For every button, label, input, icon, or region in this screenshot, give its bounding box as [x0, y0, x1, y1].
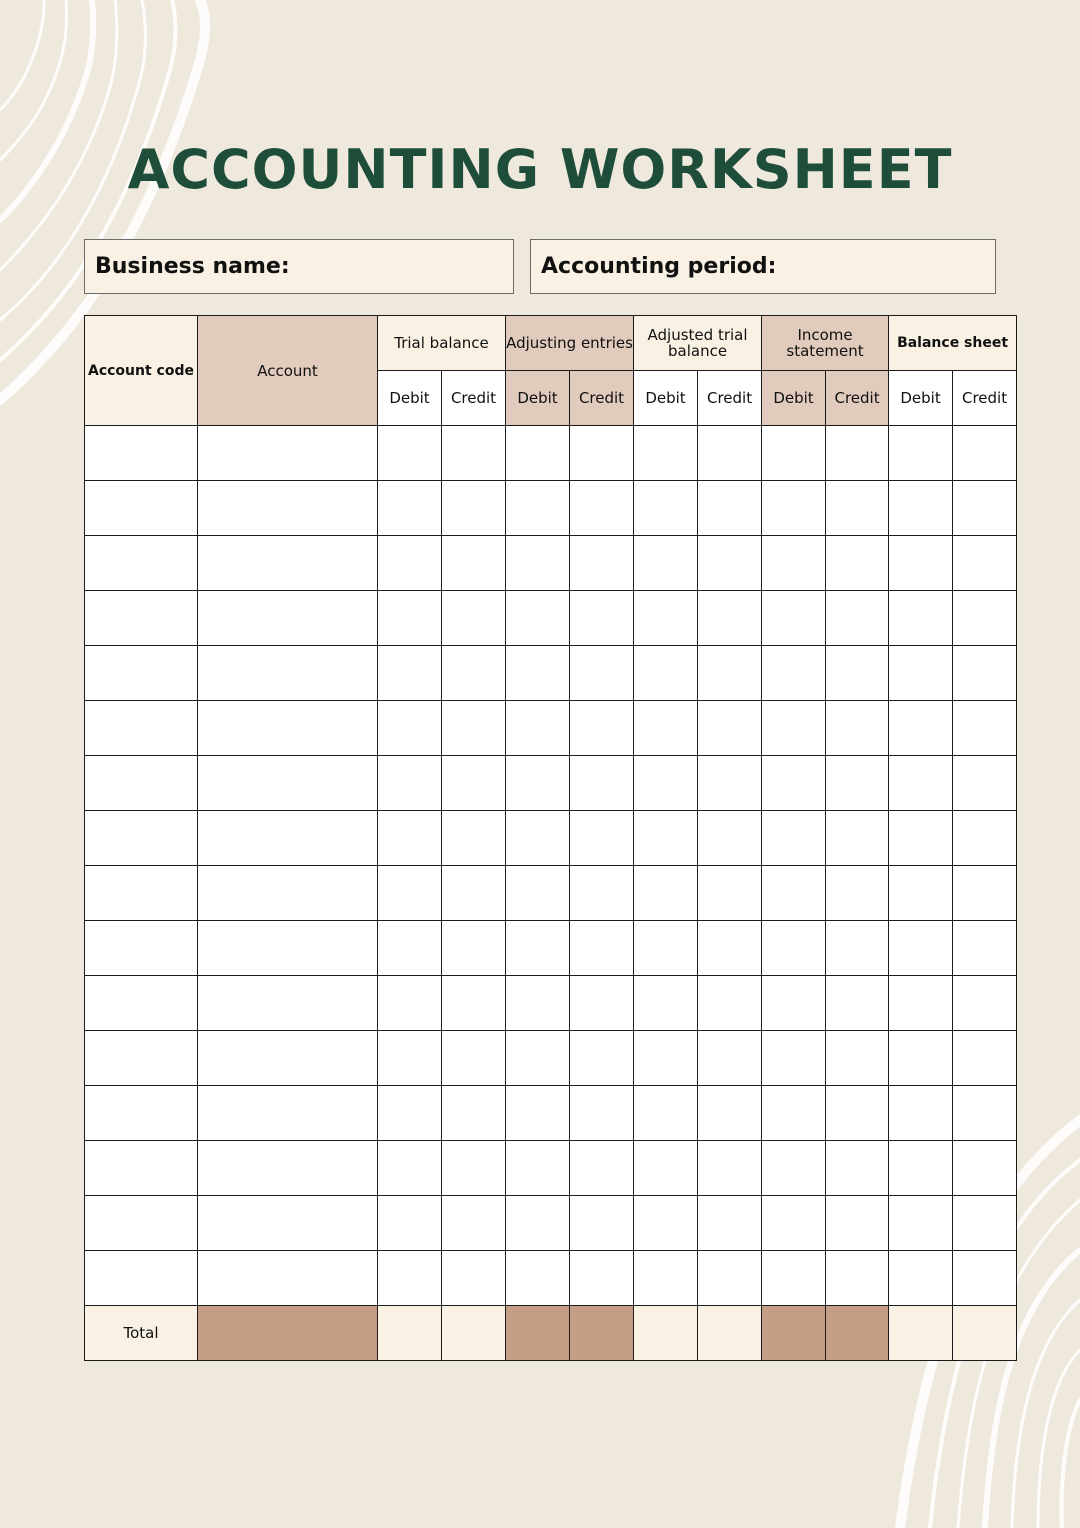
amount-cell[interactable]: [570, 811, 634, 866]
amount-cell[interactable]: [506, 1251, 570, 1306]
amount-cell[interactable]: [826, 1086, 889, 1141]
amount-cell[interactable]: [698, 1141, 762, 1196]
amount-cell[interactable]: [634, 701, 698, 756]
table-row: [85, 1086, 1017, 1141]
header-income-statement: Income statement: [762, 316, 889, 371]
total-cell[interactable]: [826, 1306, 889, 1361]
amount-cell[interactable]: [570, 646, 634, 701]
amount-cell[interactable]: [378, 1031, 442, 1086]
amount-cell[interactable]: [826, 536, 889, 591]
account-cell[interactable]: [198, 756, 378, 811]
account-code-cell[interactable]: [85, 536, 198, 591]
header-balance-sheet-debit: Debit: [889, 371, 953, 426]
amount-cell[interactable]: [506, 481, 570, 536]
amount-cell[interactable]: [698, 1086, 762, 1141]
account-code-cell[interactable]: [85, 811, 198, 866]
total-cell[interactable]: [634, 1306, 698, 1361]
header-account-code: Account code: [85, 316, 198, 426]
amount-cell[interactable]: [570, 591, 634, 646]
header-balance-sheet: Balance sheet: [889, 316, 1017, 371]
amount-cell[interactable]: [953, 866, 1017, 921]
amount-cell[interactable]: [570, 536, 634, 591]
amount-cell[interactable]: [506, 646, 570, 701]
amount-cell[interactable]: [378, 646, 442, 701]
account-code-cell[interactable]: [85, 701, 198, 756]
amount-cell[interactable]: [762, 1196, 826, 1251]
amount-cell[interactable]: [570, 1196, 634, 1251]
amount-cell[interactable]: [826, 1251, 889, 1306]
table-row: [85, 756, 1017, 811]
amount-cell[interactable]: [826, 921, 889, 976]
amount-cell[interactable]: [953, 536, 1017, 591]
amount-cell[interactable]: [634, 811, 698, 866]
total-label: Total: [85, 1306, 198, 1361]
amount-cell[interactable]: [698, 1251, 762, 1306]
amount-cell[interactable]: [889, 866, 953, 921]
amount-cell[interactable]: [698, 866, 762, 921]
amount-cell[interactable]: [634, 976, 698, 1031]
business-name-label: Business name:: [95, 254, 290, 279]
amount-cell[interactable]: [378, 591, 442, 646]
header-adjusted-trial-balance-credit: Credit: [698, 371, 762, 426]
amount-cell[interactable]: [889, 701, 953, 756]
amount-cell[interactable]: [762, 591, 826, 646]
amount-cell[interactable]: [889, 756, 953, 811]
amount-cell[interactable]: [889, 646, 953, 701]
amount-cell[interactable]: [889, 426, 953, 481]
amount-cell[interactable]: [378, 701, 442, 756]
account-code-cell[interactable]: [85, 866, 198, 921]
total-cell[interactable]: [570, 1306, 634, 1361]
amount-cell[interactable]: [762, 921, 826, 976]
account-code-cell[interactable]: [85, 426, 198, 481]
amount-cell[interactable]: [442, 811, 506, 866]
header-income-statement-credit: Credit: [826, 371, 889, 426]
table-row: [85, 866, 1017, 921]
amount-cell[interactable]: [442, 1251, 506, 1306]
amount-cell[interactable]: [889, 976, 953, 1031]
amount-cell[interactable]: [506, 426, 570, 481]
amount-cell[interactable]: [634, 1031, 698, 1086]
amount-cell[interactable]: [378, 536, 442, 591]
amount-cell[interactable]: [378, 976, 442, 1031]
total-cell[interactable]: [889, 1306, 953, 1361]
amount-cell[interactable]: [826, 591, 889, 646]
amount-cell[interactable]: [762, 1086, 826, 1141]
amount-cell[interactable]: [953, 1141, 1017, 1196]
amount-cell[interactable]: [634, 426, 698, 481]
amount-cell[interactable]: [889, 1141, 953, 1196]
account-code-cell[interactable]: [85, 591, 198, 646]
amount-cell[interactable]: [762, 426, 826, 481]
amount-cell[interactable]: [953, 701, 1017, 756]
amount-cell[interactable]: [442, 591, 506, 646]
amount-cell[interactable]: [698, 811, 762, 866]
worksheet-table: [84, 315, 1017, 1361]
amount-cell[interactable]: [698, 921, 762, 976]
header-trial-balance-debit: Debit: [378, 371, 442, 426]
amount-cell[interactable]: [762, 646, 826, 701]
amount-cell[interactable]: [378, 1196, 442, 1251]
accounting-period-field[interactable]: [530, 239, 996, 294]
account-code-cell[interactable]: [85, 1196, 198, 1251]
amount-cell[interactable]: [698, 426, 762, 481]
total-cell[interactable]: [442, 1306, 506, 1361]
amount-cell[interactable]: [378, 756, 442, 811]
amount-cell[interactable]: [762, 481, 826, 536]
amount-cell[interactable]: [953, 1251, 1017, 1306]
account-cell[interactable]: [198, 811, 378, 866]
amount-cell[interactable]: [953, 1031, 1017, 1086]
business-name-field[interactable]: [84, 239, 514, 294]
amount-cell[interactable]: [953, 756, 1017, 811]
total-cell[interactable]: [506, 1306, 570, 1361]
amount-cell[interactable]: [826, 1141, 889, 1196]
amount-cell[interactable]: [698, 1031, 762, 1086]
account-code-cell[interactable]: [85, 921, 198, 976]
amount-cell[interactable]: [889, 481, 953, 536]
header-balance-sheet-credit: Credit: [953, 371, 1017, 426]
table-row: [85, 536, 1017, 591]
amount-cell[interactable]: [506, 701, 570, 756]
amount-cell[interactable]: [634, 646, 698, 701]
amount-cell[interactable]: [442, 921, 506, 976]
table-row: [85, 811, 1017, 866]
amount-cell[interactable]: [634, 756, 698, 811]
total-cell[interactable]: [762, 1306, 826, 1361]
amount-cell[interactable]: [442, 701, 506, 756]
amount-cell[interactable]: [889, 1086, 953, 1141]
amount-cell[interactable]: [889, 591, 953, 646]
amount-cell[interactable]: [634, 866, 698, 921]
amount-cell[interactable]: [570, 866, 634, 921]
amount-cell[interactable]: [826, 976, 889, 1031]
worksheet-body: [85, 426, 1017, 1361]
total-cell[interactable]: [698, 1306, 762, 1361]
amount-cell[interactable]: [698, 1196, 762, 1251]
amount-cell[interactable]: [889, 1196, 953, 1251]
amount-cell[interactable]: [889, 1251, 953, 1306]
header-adjusting-entries-debit: Debit: [506, 371, 570, 426]
amount-cell[interactable]: [953, 1086, 1017, 1141]
amount-cell[interactable]: [570, 701, 634, 756]
amount-cell[interactable]: [826, 811, 889, 866]
amount-cell[interactable]: [826, 481, 889, 536]
account-cell[interactable]: [198, 921, 378, 976]
page-title: ACCOUNTING WORKSHEET: [127, 138, 953, 201]
amount-cell[interactable]: [762, 756, 826, 811]
amount-cell[interactable]: [762, 536, 826, 591]
amount-cell[interactable]: [634, 1086, 698, 1141]
account-code-cell[interactable]: [85, 1031, 198, 1086]
amount-cell[interactable]: [634, 591, 698, 646]
amount-cell[interactable]: [506, 756, 570, 811]
amount-cell[interactable]: [634, 1141, 698, 1196]
amount-cell[interactable]: [570, 1086, 634, 1141]
amount-cell[interactable]: [634, 1196, 698, 1251]
amount-cell[interactable]: [442, 481, 506, 536]
amount-cell[interactable]: [953, 591, 1017, 646]
amount-cell[interactable]: [378, 426, 442, 481]
amount-cell[interactable]: [698, 646, 762, 701]
table-row: [85, 701, 1017, 756]
account-cell[interactable]: [198, 1086, 378, 1141]
amount-cell[interactable]: [442, 1196, 506, 1251]
amount-cell[interactable]: [506, 1031, 570, 1086]
amount-cell[interactable]: [762, 976, 826, 1031]
amount-cell[interactable]: [506, 976, 570, 1031]
amount-cell[interactable]: [506, 921, 570, 976]
amount-cell[interactable]: [698, 756, 762, 811]
amount-cell[interactable]: [506, 1141, 570, 1196]
amount-cell[interactable]: [570, 1251, 634, 1306]
amount-cell[interactable]: [953, 921, 1017, 976]
header-trial-balance-credit: Credit: [442, 371, 506, 426]
amount-cell[interactable]: [953, 426, 1017, 481]
account-cell[interactable]: [198, 1251, 378, 1306]
table-row: [85, 591, 1017, 646]
amount-cell[interactable]: [570, 756, 634, 811]
amount-cell[interactable]: [378, 921, 442, 976]
amount-cell[interactable]: [442, 426, 506, 481]
header-adjusted-trial-balance-debit: Debit: [634, 371, 698, 426]
amount-cell[interactable]: [442, 1141, 506, 1196]
amount-cell[interactable]: [698, 591, 762, 646]
amount-cell[interactable]: [826, 1196, 889, 1251]
amount-cell[interactable]: [826, 426, 889, 481]
amount-cell[interactable]: [826, 1031, 889, 1086]
amount-cell[interactable]: [442, 646, 506, 701]
account-cell[interactable]: [198, 481, 378, 536]
amount-cell[interactable]: [442, 976, 506, 1031]
total-cell-account[interactable]: [198, 1306, 378, 1361]
amount-cell[interactable]: [506, 1196, 570, 1251]
amount-cell[interactable]: [570, 1031, 634, 1086]
amount-cell[interactable]: [889, 1031, 953, 1086]
table-row: [85, 646, 1017, 701]
amount-cell[interactable]: [826, 756, 889, 811]
amount-cell[interactable]: [762, 866, 826, 921]
header-income-statement-debit: Debit: [762, 371, 826, 426]
amount-cell[interactable]: [634, 921, 698, 976]
account-cell[interactable]: [198, 701, 378, 756]
account-cell[interactable]: [198, 1141, 378, 1196]
amount-cell[interactable]: [953, 976, 1017, 1031]
amount-cell[interactable]: [826, 646, 889, 701]
total-cell[interactable]: [953, 1306, 1017, 1361]
amount-cell[interactable]: [762, 1251, 826, 1306]
table-row: [85, 1251, 1017, 1306]
header-account: Account: [198, 316, 378, 426]
account-code-cell[interactable]: [85, 756, 198, 811]
amount-cell[interactable]: [953, 481, 1017, 536]
header-trial-balance: Trial balance: [378, 316, 506, 371]
amount-cell[interactable]: [570, 481, 634, 536]
amount-cell[interactable]: [442, 1086, 506, 1141]
amount-cell[interactable]: [506, 811, 570, 866]
amount-cell[interactable]: [826, 701, 889, 756]
table-row: [85, 921, 1017, 976]
amount-cell[interactable]: [762, 701, 826, 756]
amount-cell[interactable]: [698, 701, 762, 756]
amount-cell[interactable]: [762, 1031, 826, 1086]
amount-cell[interactable]: [378, 811, 442, 866]
amount-cell[interactable]: [378, 1086, 442, 1141]
account-cell[interactable]: [198, 536, 378, 591]
amount-cell[interactable]: [570, 976, 634, 1031]
amount-cell[interactable]: [762, 811, 826, 866]
amount-cell[interactable]: [698, 536, 762, 591]
amount-cell[interactable]: [826, 866, 889, 921]
amount-cell[interactable]: [570, 426, 634, 481]
header-adjusting-entries-credit: Credit: [570, 371, 634, 426]
table-row: [85, 481, 1017, 536]
amount-cell[interactable]: [378, 481, 442, 536]
header-adjusting-entries: Adjusting entries: [506, 316, 634, 371]
account-code-cell[interactable]: [85, 481, 198, 536]
amount-cell[interactable]: [889, 921, 953, 976]
amount-cell[interactable]: [506, 536, 570, 591]
amount-cell[interactable]: [506, 591, 570, 646]
account-cell[interactable]: [198, 1031, 378, 1086]
amount-cell[interactable]: [442, 536, 506, 591]
amount-cell[interactable]: [570, 1141, 634, 1196]
amount-cell[interactable]: [378, 1251, 442, 1306]
account-cell[interactable]: [198, 1196, 378, 1251]
table-row: [85, 1031, 1017, 1086]
amount-cell[interactable]: [570, 921, 634, 976]
account-cell[interactable]: [198, 976, 378, 1031]
amount-cell[interactable]: [442, 1031, 506, 1086]
amount-cell[interactable]: [506, 866, 570, 921]
account-cell[interactable]: [198, 426, 378, 481]
total-row: [85, 1306, 1017, 1361]
table-row: [85, 976, 1017, 1031]
accounting-period-label: Accounting period:: [541, 254, 777, 279]
amount-cell[interactable]: [634, 481, 698, 536]
account-code-cell[interactable]: [85, 646, 198, 701]
amount-cell[interactable]: [378, 1141, 442, 1196]
amount-cell[interactable]: [762, 1141, 826, 1196]
amount-cell[interactable]: [506, 1086, 570, 1141]
amount-cell[interactable]: [889, 536, 953, 591]
amount-cell[interactable]: [889, 811, 953, 866]
amount-cell[interactable]: [442, 866, 506, 921]
total-cell[interactable]: [378, 1306, 442, 1361]
account-code-cell[interactable]: [85, 1141, 198, 1196]
amount-cell[interactable]: [953, 1196, 1017, 1251]
amount-cell[interactable]: [698, 976, 762, 1031]
amount-cell[interactable]: [378, 866, 442, 921]
header-adjusted-trial-balance: Adjusted trial balance: [634, 316, 762, 371]
table-row: [85, 1141, 1017, 1196]
amount-cell[interactable]: [634, 1251, 698, 1306]
account-code-cell[interactable]: [85, 976, 198, 1031]
account-cell[interactable]: [198, 646, 378, 701]
table-row: [85, 1196, 1017, 1251]
account-code-cell[interactable]: [85, 1251, 198, 1306]
amount-cell[interactable]: [442, 756, 506, 811]
amount-cell[interactable]: [953, 811, 1017, 866]
account-cell[interactable]: [198, 866, 378, 921]
account-code-cell[interactable]: [85, 1086, 198, 1141]
amount-cell[interactable]: [634, 536, 698, 591]
table-row: [85, 426, 1017, 481]
amount-cell[interactable]: [698, 481, 762, 536]
amount-cell[interactable]: [953, 646, 1017, 701]
account-cell[interactable]: [198, 591, 378, 646]
